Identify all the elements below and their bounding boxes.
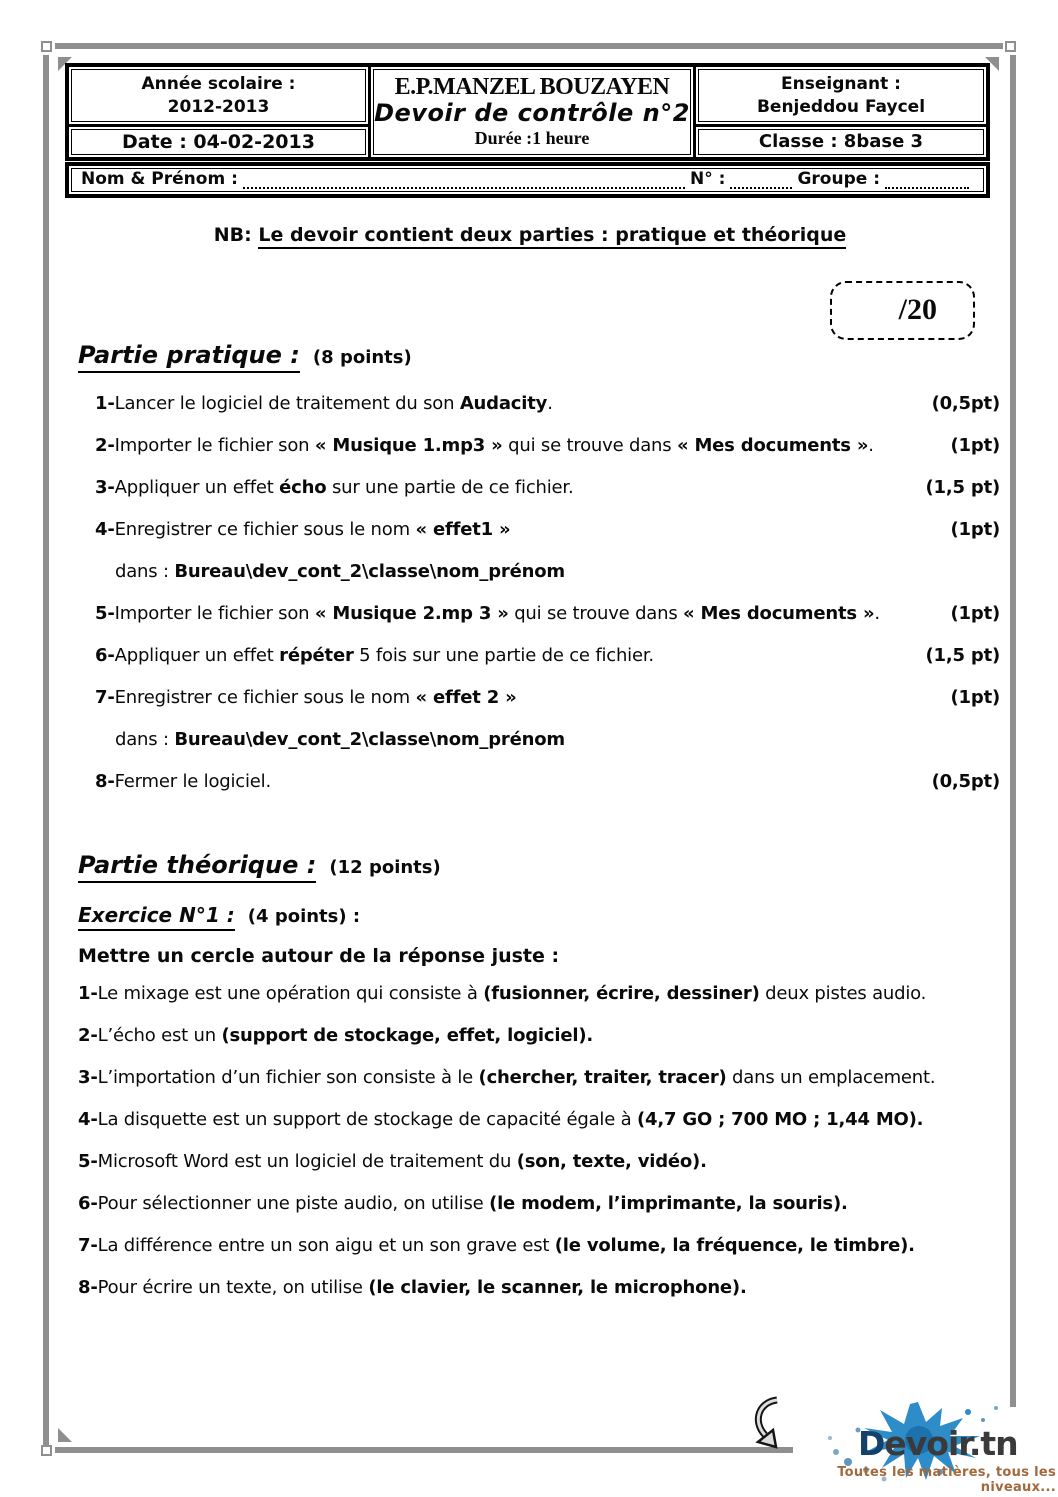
item-points: (0,5pt) <box>931 771 1000 792</box>
page-border-right <box>1010 55 1016 1407</box>
text-segment: « Mes documents » <box>676 435 869 456</box>
exercise-title: Exercice N°1 : <box>78 903 235 931</box>
text-segment: Microsoft Word est un logiciel de traitement du <box>97 1151 517 1172</box>
school-name: E.P.MANZEL BOUZAYEN <box>394 73 670 100</box>
exam-item <box>95 729 1000 771</box>
text-segment: . <box>868 435 874 456</box>
text-segment: (support de stockage, effet, logiciel). <box>221 1025 593 1046</box>
text-segment: (le clavier, le scanner, le microphone). <box>368 1277 747 1298</box>
text-segment: Bureau\dev_cont_2\classe\nom_prénom <box>174 561 565 582</box>
text-segment: 7- <box>95 687 115 708</box>
item-text <box>78 1151 1000 1172</box>
school-year-value: 2012-2013 <box>167 96 270 117</box>
text-segment: qui se trouve dans <box>502 435 677 456</box>
item-points: (1pt) <box>950 435 1000 456</box>
text-segment: 6- <box>95 645 115 666</box>
exam-title: Devoir de contrôle n°2 <box>374 99 690 127</box>
text-segment: 3- <box>95 477 115 498</box>
item-text <box>78 1235 1000 1256</box>
text-segment: 2- <box>78 1025 98 1046</box>
text-segment: Bureau\dev_cont_2\classe\nom_prénom <box>174 729 565 750</box>
text-segment: (le modem, l’imprimante, la souris). <box>489 1193 848 1214</box>
text-segment: Appliquer un effet <box>114 645 280 666</box>
text-segment: dans : <box>115 729 175 750</box>
border-corner-triangle <box>58 1428 72 1442</box>
text-segment: 8- <box>95 771 115 792</box>
text-segment: 5- <box>95 603 115 624</box>
brand-rest: evoir.tn <box>884 1424 1018 1463</box>
text-segment: « effet1 » <box>415 519 511 540</box>
devoir-tn-logo <box>790 1400 1058 1497</box>
item-points: (1,5 pt) <box>925 645 1000 666</box>
text-segment: 1- <box>78 983 98 1004</box>
text-segment: 5 fois sur une partie de ce fichier. <box>353 645 654 666</box>
group-label: Groupe : <box>797 169 880 189</box>
item-points: (1pt) <box>950 519 1000 540</box>
border-corner-square <box>41 1445 52 1456</box>
text-segment: (fusionner, écrire, dessiner) <box>483 983 760 1004</box>
page-border-bottom <box>55 1447 793 1453</box>
text-segment: (4,7 GO ; 700 MO ; 1,44 MO). <box>636 1109 924 1130</box>
practical-points: (8 points) <box>312 347 412 368</box>
text-segment: Fermer le logiciel. <box>114 771 271 792</box>
number-dotted-line <box>730 174 792 189</box>
brand-name <box>858 1424 1018 1463</box>
exercise-instruction: Mettre un cercle autour de la réponse juste : <box>78 945 560 967</box>
number-label: N° : <box>690 169 726 189</box>
text-segment: Importer le fichier son <box>114 435 315 456</box>
item-text <box>95 477 918 498</box>
item-text <box>78 1277 1000 1298</box>
text-segment: 8- <box>78 1277 98 1298</box>
question-item <box>78 1277 1000 1319</box>
text-segment: répéter <box>279 645 354 666</box>
theory-heading <box>78 851 441 879</box>
page-border-top <box>55 43 1003 49</box>
text-segment: Pour sélectionner une piste audio, on utilise <box>97 1193 490 1214</box>
text-segment: 5- <box>78 1151 98 1172</box>
item-text <box>95 645 918 666</box>
exam-item <box>95 561 1000 603</box>
question-item <box>78 1109 1000 1151</box>
text-segment: qui se trouve dans <box>508 603 684 624</box>
text-segment: Enregistrer ce fichier sous le nom <box>114 687 416 708</box>
theory-points: (12 points) <box>329 857 441 878</box>
border-corner-square <box>1005 41 1016 52</box>
teacher-label: Enseignant : <box>781 74 901 95</box>
teacher-cell <box>696 67 986 124</box>
text-segment: (chercher, traiter, tracer) <box>478 1067 727 1088</box>
exam-item <box>95 603 1000 645</box>
text-segment: (le volume, la fréquence, le timbre). <box>554 1235 915 1256</box>
item-text <box>78 1025 1000 1046</box>
teacher-name: Benjeddou Faycel <box>756 96 926 117</box>
text-segment: 6- <box>78 1193 98 1214</box>
text-segment: 2- <box>95 435 115 456</box>
text-segment: 4- <box>95 519 115 540</box>
text-segment: L’importation d’un fichier son consiste à le <box>97 1067 479 1088</box>
text-segment: L’écho est un <box>97 1025 222 1046</box>
text-segment: écho <box>279 477 327 498</box>
exam-item <box>95 477 1000 519</box>
item-text <box>95 393 924 414</box>
date-cell <box>69 124 368 157</box>
text-segment: « Mes documents » <box>683 603 875 624</box>
item-text <box>95 603 943 624</box>
text-segment: dans : <box>115 561 175 582</box>
text-segment: 3- <box>78 1067 98 1088</box>
item-text <box>95 729 992 750</box>
header-left-column <box>69 67 371 157</box>
text-segment: sur une partie de ce fichier. <box>326 477 574 498</box>
school-year-label: Année scolaire : <box>141 74 296 95</box>
student-name-bar <box>65 162 990 198</box>
text-segment: Audacity <box>459 393 548 414</box>
question-item <box>78 1067 1000 1109</box>
exam-item <box>95 435 1000 477</box>
text-segment: Le mixage est une opération qui consiste à <box>97 983 484 1004</box>
item-text <box>78 1109 1000 1130</box>
text-segment: (son, texte, vidéo). <box>516 1151 707 1172</box>
question-item <box>78 983 1000 1025</box>
exam-item <box>95 687 1000 729</box>
item-points: (1,5 pt) <box>925 477 1000 498</box>
question-item <box>78 1025 1000 1067</box>
page-turn-arrow-icon <box>746 1394 786 1456</box>
title-cell <box>371 67 693 157</box>
exercise-heading <box>78 903 360 927</box>
question-item <box>78 1193 1000 1235</box>
item-text <box>95 561 992 582</box>
text-segment: La disquette est un support de stockage de capacité égale à <box>97 1109 637 1130</box>
theory-title: Partie théorique : <box>78 851 316 883</box>
text-segment: 7- <box>78 1235 98 1256</box>
item-text <box>95 519 943 540</box>
text-segment: 4- <box>78 1109 98 1130</box>
item-text <box>95 687 943 708</box>
text-segment: « effet 2 » <box>415 687 517 708</box>
text-segment: . <box>874 603 880 624</box>
score-value: /20 <box>898 293 937 326</box>
item-text <box>78 983 1000 1004</box>
practical-heading <box>78 341 412 369</box>
text-segment: . <box>547 393 553 414</box>
theory-questions <box>78 983 1000 1319</box>
exam-item <box>95 519 1000 561</box>
header-table <box>65 63 990 161</box>
header-right-column <box>693 67 986 157</box>
exam-item <box>95 393 1000 435</box>
text-segment: Importer le fichier son <box>114 603 315 624</box>
brand-tagline: Toutes les matières, tous les niveaux... <box>837 1465 1056 1495</box>
text-segment: « Musique 2.mp 3 » <box>314 603 509 624</box>
exam-item <box>95 771 1000 813</box>
date-value: Date : 04-02-2013 <box>122 130 315 153</box>
name-label: Nom & Prénom : <box>81 169 238 189</box>
text-segment: dans un emplacement. <box>726 1067 936 1088</box>
school-year-cell <box>69 67 368 124</box>
text-segment: Appliquer un effet <box>114 477 280 498</box>
name-dotted-line <box>243 174 685 189</box>
text-segment: La différence entre un son aigu et un son grave est <box>97 1235 555 1256</box>
text-segment: Lancer le logiciel de traitement du son <box>114 393 460 414</box>
question-item <box>78 1235 1000 1277</box>
nb-text: Le devoir contient deux parties : pratique et théorique <box>258 224 846 249</box>
text-segment: « Musique 1.mp3 » <box>314 435 503 456</box>
text-segment: 1- <box>95 393 115 414</box>
exam-item <box>95 645 1000 687</box>
text-segment: Pour écrire un texte, on utilise <box>97 1277 369 1298</box>
nb-label: NB: <box>213 224 252 246</box>
nb-note <box>80 224 980 246</box>
item-text <box>95 771 924 792</box>
item-text <box>78 1067 1000 1088</box>
group-dotted-line <box>885 174 969 189</box>
duration: Durée :1 heure <box>474 127 590 148</box>
item-points: (1pt) <box>950 603 1000 624</box>
practical-items <box>95 393 1000 813</box>
brand-initial: D <box>858 1424 885 1463</box>
text-segment: deux pistes audio. <box>759 983 927 1004</box>
border-corner-square <box>41 41 52 52</box>
question-item <box>78 1151 1000 1193</box>
item-points: (0,5pt) <box>931 393 1000 414</box>
item-text <box>95 435 943 456</box>
item-points: (1pt) <box>950 687 1000 708</box>
exercise-points: (4 points) : <box>247 906 361 927</box>
class-value: Classe : 8base 3 <box>758 131 924 153</box>
text-segment: Enregistrer ce fichier sous le nom <box>114 519 416 540</box>
page-border-left <box>43 55 49 1445</box>
score-box <box>830 281 975 340</box>
practical-title: Partie pratique : <box>78 341 300 373</box>
item-text <box>78 1193 1000 1214</box>
class-cell <box>696 124 986 157</box>
